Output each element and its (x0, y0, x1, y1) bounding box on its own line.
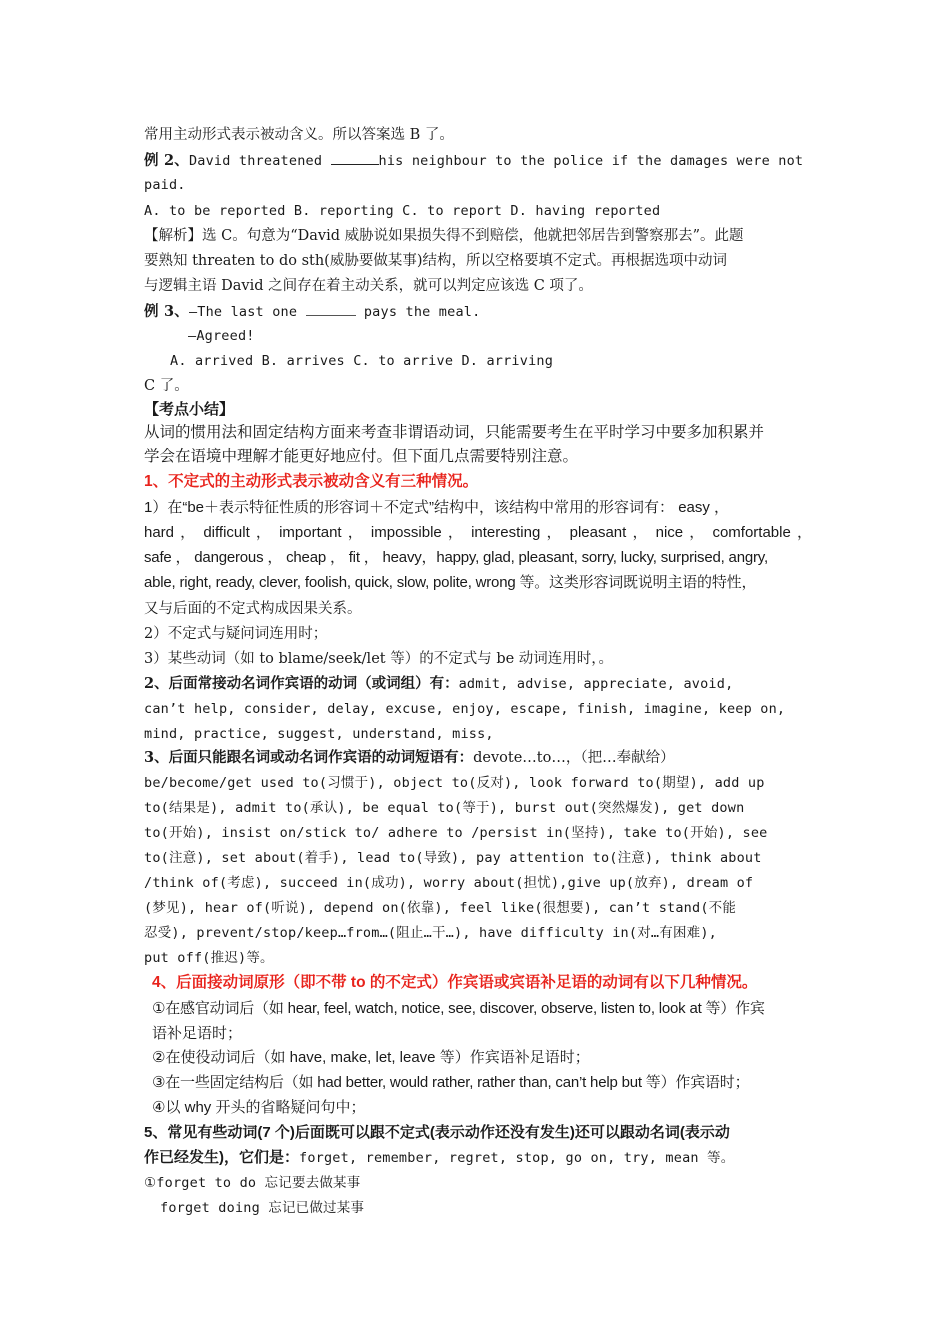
text-line (144, 423, 764, 443)
paragraph-text: 1）在“be＋表示特征性质的形容词＋不定式”结构中，该结构中常用的形容词有： easy ， (144, 499, 730, 516)
example-3-options (170, 351, 553, 371)
options-text: A. arrived B. arrives C. to arrive D. arriving (170, 353, 554, 369)
text-line (152, 1098, 365, 1118)
paragraph-text: ①在感官动词后（如 hear, feel, watch, notice, see, discover, observe, listen to, look at 等）作宾 (152, 1000, 765, 1017)
paragraph-text: ③在一些固定结构后（如 had better, would rather, rather than, can’t help but 等）作宾语时； (152, 1074, 750, 1091)
text-line (144, 873, 753, 893)
paragraph-text: to(开始), insist on/stick to/ adhere to /persist in(坚持), take to(开始), see (144, 825, 768, 841)
text-line (144, 498, 729, 518)
text-line (144, 1148, 734, 1168)
paragraph-text: (梦见), hear of(听说), depend on(依靠), feel like(很想要), can’t stand(不能 (144, 900, 737, 916)
paragraph-text: to(注意), set about(着手), lead to(导致), pay attention to(注意), think about (144, 850, 762, 866)
answer-blank (306, 301, 356, 316)
answer-blank (331, 150, 379, 165)
text-line (152, 1048, 590, 1068)
paragraph-text: forget, remember, regret, stop, go on, try, mean 等。 (299, 1150, 735, 1166)
paragraph-text: ①forget to do 忘记要去做某事 (144, 1175, 361, 1191)
heading-text: 作已经发生)，它们是： (144, 1149, 299, 1166)
example-label: 例 2、 (144, 152, 189, 169)
paragraph-text: 3）某些动词（如 to blame/seek/let 等）的不定式与 be 动词连用时，。 (144, 651, 614, 667)
analysis-line (144, 226, 744, 246)
point-2-line (144, 674, 733, 694)
question-text: paid. (144, 177, 186, 193)
options-text: A. to be reported B. reporting C. to report D. having reported (144, 203, 661, 219)
text-line (144, 649, 613, 669)
paragraph-text: /think of(考虑), succeed in(成功), worry about(担忧),give up(放弃), dream of (144, 875, 754, 891)
paragraph-text: admit, advise, appreciate, avoid, (458, 676, 734, 692)
section-heading (144, 400, 234, 420)
paragraph-text: mind, practice, suggest, understand, miss, (144, 726, 494, 742)
heading-text: 1、不定式的主动形式表示被动含义有三种情况。 (144, 473, 479, 490)
paragraph-text: to(结果是), admit to(承认), be equal to(等于), burst out(突然爆发), get down (144, 800, 745, 816)
analysis-line (144, 251, 727, 271)
text-line (152, 999, 765, 1019)
paragraph-text: 又与后面的不定式构成因果关系。 (144, 601, 362, 617)
paragraph-text: can’t help, consider, delay, excuse, enjoy, escape, finish, imagine, keep on, (144, 701, 786, 717)
analysis-text: 与逻辑主语 David 之间存在着主动关系，就可以判定应该选 C 项了。 (144, 278, 593, 294)
text-line (144, 624, 327, 644)
example-2-options (144, 201, 660, 221)
heading-text: 3、后面只能跟名词或动名词作宾语的动词短语有： (144, 749, 474, 766)
text-line (144, 599, 362, 619)
paragraph-text: 忍受), prevent/stop/keep…from…(阻止…干…), have difficulty in(对…有困难), (144, 925, 717, 941)
question-text: his neighbour to the police if the damages were not (378, 153, 804, 169)
text-line (144, 823, 768, 843)
text-line (144, 798, 744, 818)
paragraph-text: be/become/get used to(习惯于), object to(反对), look forward to(期望), add up (144, 775, 765, 791)
question-text: pays the meal. (355, 304, 481, 320)
text-line (144, 724, 494, 744)
paragraph-text: hard ， difficult ， important ， impossible ， interesting ， pleasant ， nice ， comfortable ， (144, 524, 812, 541)
heading-text: 【考点小结】 (144, 401, 235, 418)
paragraph-text: C 了。 (144, 378, 189, 394)
text-line (160, 1198, 364, 1218)
point-4-heading (152, 973, 757, 993)
point-5-line (144, 1123, 730, 1143)
paragraph-text: ④以 why 开头的省略疑问句中； (152, 1099, 366, 1116)
text-line (152, 1073, 749, 1093)
question-text: —The last one (188, 304, 306, 320)
paragraph-text: able, right, ready, clever, foolish, quick, slow, polite, wrong 等。这类形容词既说明主语的特性， (144, 574, 757, 591)
text-line (144, 848, 762, 868)
text-line (144, 447, 578, 467)
paragraph-text: 从词的惯用法和固定结构方面来考查非谓语动词，只能需要考生在平时学习中要多加积累并 (144, 424, 765, 441)
text-line (144, 898, 736, 918)
text-line (188, 326, 255, 346)
paragraph-text: 常用主动形式表示被动含义。所以答案选 B 了。 (144, 127, 454, 143)
text-line (144, 1173, 360, 1193)
paragraph-text: safe ， dangerous ， cheap ， fit ， heavy，happy, glad, pleasant, sorry, lucky, surprised, angry, (144, 549, 768, 566)
text-line (144, 523, 812, 543)
text-line (144, 923, 717, 943)
example-2-question (144, 150, 803, 171)
text-line (144, 175, 186, 195)
text-line (144, 573, 756, 593)
heading-text: 5、常见有些动词(7 个)后面既可以跟不定式(表示动作还没有发生)还可以跟动名词(表示动 (144, 1124, 730, 1141)
paragraph-text: put off(推迟)等。 (144, 950, 274, 966)
paragraph-text: 2）不定式与疑问词连用时； (144, 626, 328, 642)
point-3-line (144, 748, 675, 768)
question-text: David threatened (188, 153, 331, 169)
example-3-question (144, 301, 480, 322)
paragraph-text: devote…to…，（把…奉献给） (473, 750, 675, 766)
paragraph-text: 学会在语境中理解才能更好地应付。但下面几点需要特别注意。 (144, 448, 579, 465)
text-line (144, 548, 768, 568)
text-line (144, 773, 765, 793)
paragraph-text: 语补足语时； (152, 1025, 243, 1042)
text-line (144, 125, 454, 145)
analysis-text: 【解析】选 C。句意为“David 威胁说如果损失得不到赔偿，他就把邻居告到警察那去”。此题 (144, 228, 744, 244)
text-line (152, 1024, 242, 1044)
text-line (144, 948, 274, 968)
heading-text: 4、后面接动词原形（即不带 to 的不定式）作宾语或宾语补足语的动词有以下几种情况。 (152, 974, 758, 991)
analysis-text: 要熟知 threaten to do sth(威胁要做某事)结构，所以空格要填不定式。再根据选项中动词 (144, 253, 727, 269)
point-1-heading (144, 472, 478, 492)
text-line (144, 699, 785, 719)
dialogue-text: —Agreed! (188, 328, 255, 344)
analysis-line (144, 276, 593, 296)
example-label: 例 3、 (144, 303, 189, 320)
paragraph-text: forget doing 忘记已做过某事 (160, 1200, 365, 1216)
text-line (144, 376, 189, 396)
heading-text: 2、后面常接动名词作宾语的动词（或词组）有： (144, 675, 459, 692)
paragraph-text: ②在使役动词后（如 have, make, let, leave 等）作宾语补足语时； (152, 1049, 590, 1066)
